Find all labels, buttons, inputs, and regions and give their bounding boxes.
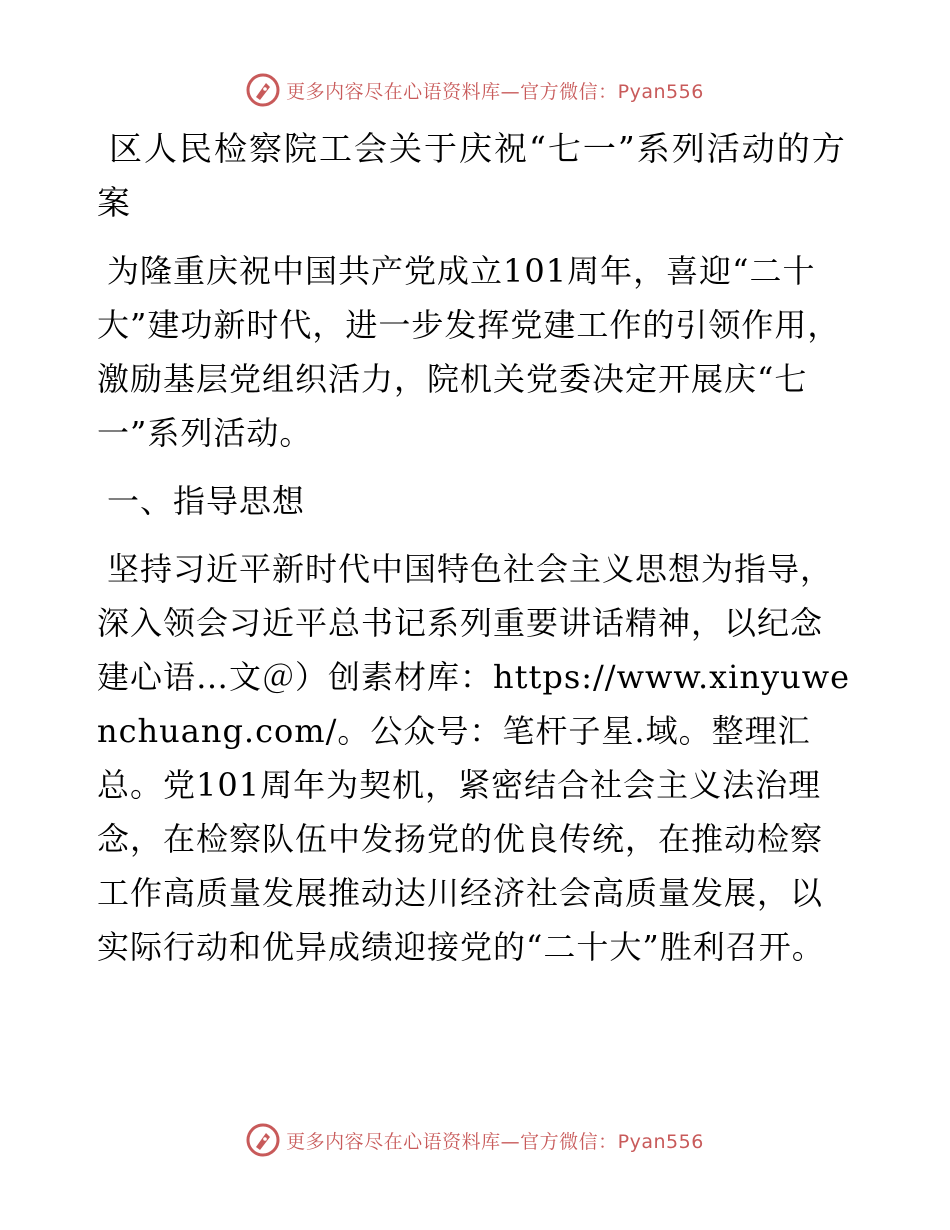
pen-nib-logo-icon <box>246 1123 280 1157</box>
header-watermark <box>0 70 950 110</box>
watermark-text: 更多内容尽在心语资料库—官方微信：Pyan556 <box>286 1130 704 1153</box>
section-heading: 一、指导思想 <box>107 482 306 520</box>
intro-paragraph: 为隆重庆祝中国共产党成立101周年，喜迎“二十大”建功新时代，进一步发挥党建工作的引领作用，激励基层党组织活力，院机关党委决定开展庆“七一”系列活动。 <box>97 252 841 452</box>
pen-nib-logo-icon <box>246 73 280 107</box>
footer-watermark <box>0 1120 950 1160</box>
document-body <box>97 122 852 974</box>
watermark-text: 更多内容尽在心语资料库—官方微信：Pyan556 <box>286 80 704 103</box>
document-title: 区人民检察院工会关于庆祝“七一”系列活动的方案 <box>97 129 847 222</box>
section-paragraph: 坚持习近平新时代中国特色社会主义思想为指导，深入领会习近平总书记系列重要讲话精神，以纪念建心语…文＠）创素材库：https://www.xinyuwenchuang.com/。公众号：笔杆子星.域。整理汇总。党101周年为契机，紧密结合社会主义法治理念，在检察队伍中发扬党的优良传统，在推动检察工作高质量发展推动达川经济社会高质量发展，以实际行动和优异成绩迎接党的“二十大”胜利召开。 <box>97 550 851 966</box>
